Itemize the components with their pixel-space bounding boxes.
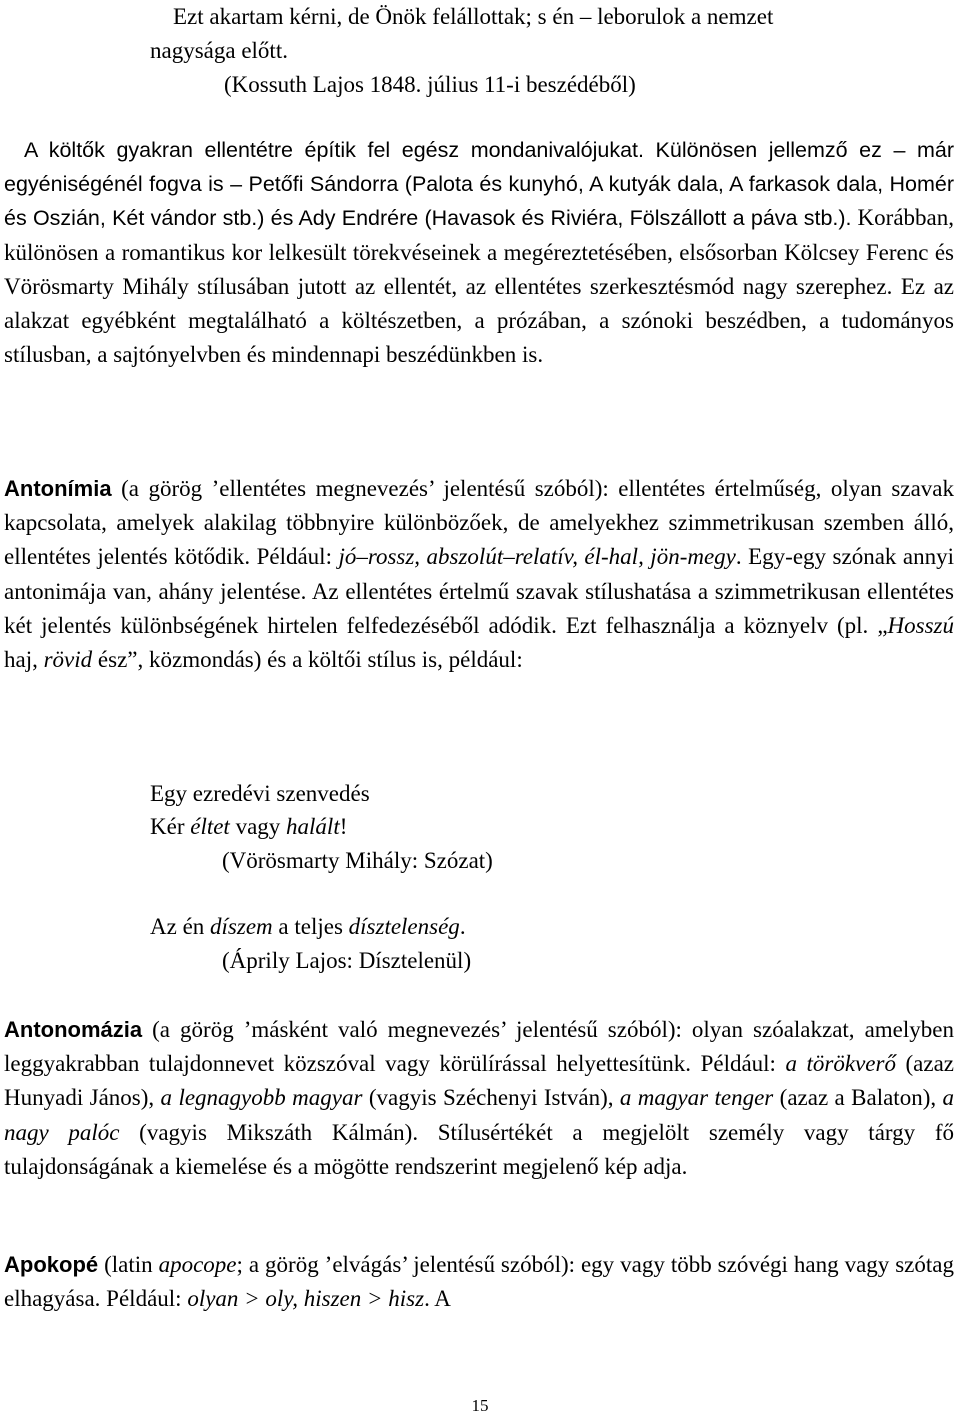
antonimia-text-2: . Egy-egy szónak annyi antonimája van, ahány jelentése. Az ellentétes értelmű szavak stílushatása a szimmetrikusan ellentétes két jelentés különbségének hirtelen felfedezéséből adódik. Ezt felhasználja a köznyelv (pl. „ — [4, 544, 954, 638]
antonimia-text-3: haj, — [4, 647, 44, 673]
quote-line-2: nagysága előtt. — [150, 38, 288, 63]
poem2-source: (Áprily Lajos: Dísztelenül) — [222, 948, 472, 973]
intro-paragraph — [4, 133, 954, 372]
apokope-paragraph: Apokopé (latin apocope; a görög ’elvágás’ jelentésű szóból): egy vagy több szóvégi hang vagy szótag elhagyása. Például: olyan > oly, hiszen > hisz. A — [4, 1252, 954, 1312]
apokope-term: Apokopé — [4, 1252, 99, 1277]
antonomazia-term: Antonomázia — [4, 1017, 143, 1042]
poem2-line-1: Az én díszem a teljes dísztelenség. — [150, 914, 466, 939]
poem1-line-1: Egy ezredévi szenvedés — [150, 781, 370, 806]
quote-source: (Kossuth Lajos 1848. július 11-i beszédéből) — [224, 72, 636, 97]
poem1-line-2: Kér éltet vagy halált! — [150, 814, 348, 839]
antonimia-text-1: (a görög ’ellentétes megnevezés’ jelentésű szóból): ellentétes értelműség, olyan szavak kapcsolata, amelyek alakilag többnyire különbözőek, de amelyekhez szimmetrikusan szemben álló, ellentétes jelentés kötődik. Például: — [4, 476, 954, 570]
antonimia-word-2: rövid — [43, 647, 93, 673]
page-number: 15 — [471, 1396, 489, 1415]
poem1-source: (Vörösmarty Mihály: Szózat) — [222, 848, 493, 873]
antonomazia-paragraph: Antonomázia (a görög ’másként való megnevezés’ jelentésű szóból): olyan szóalakzat, amelyben leggyakrabban tulajdonnevet közszóval vagy körülírással helyettesítünk. Például: a törökverő (azaz Hunyadi János), a legnagyobb magyar (vagyis Széchenyi István), a magyar tenger (azaz a Balaton), a nagy palóc (vagyis Mikszáth Kálmán). Stílusértékét a megjelölt személy vagy tárgy fő tulajdonságának a kiemelése és a mögötte rendszerint megjelenő kép adja. — [4, 1017, 955, 1179]
antonimia-examples: jó–rossz, abszolút–relatív, él-hal, jön-megy — [338, 544, 736, 570]
intro-part-1: A költők gyakran ellentétre építik fel egész mondanivalójukat. Különösen jellemző ez – már egyéniségénél fogva is – Petőfi Sándorra (Palota és kunyhó, A kutyák dala, A farkasok dala, Homér és Oszián, Két vándor stb.) és Ady Endrére (Havasok és Riviéra, Fölszállott a páva stb.). — [4, 138, 954, 231]
quote-line-1: Ezt akartam kérni, de Önök felállottak; s én – leborulok a nemzet — [173, 4, 774, 29]
antonimia-paragraph — [4, 472, 954, 677]
antonimia-term: Antonímia — [4, 476, 112, 501]
intro-part-2: Korábban, különösen a romantikus kor lelkesült törekvéseinek a megéreztetésében, elsősorban Kölcsey Ferenc és Vörösmarty Mihály stílusában jutott az ellentét, az ellentétes szerkesztésmód nagy szerephez. Ez az alakzat egyébként megtalálható a költészetben, a prózában, a szónoki beszédben, a tudományos stílusban, a sajtónyelvben és mindennapi beszédünkben is. — [4, 205, 954, 368]
antonimia-word-1: Hosszú — [887, 612, 954, 638]
antonimia-text-4: ész”, közmondás) és a költői stílus is, például: — [92, 647, 523, 673]
